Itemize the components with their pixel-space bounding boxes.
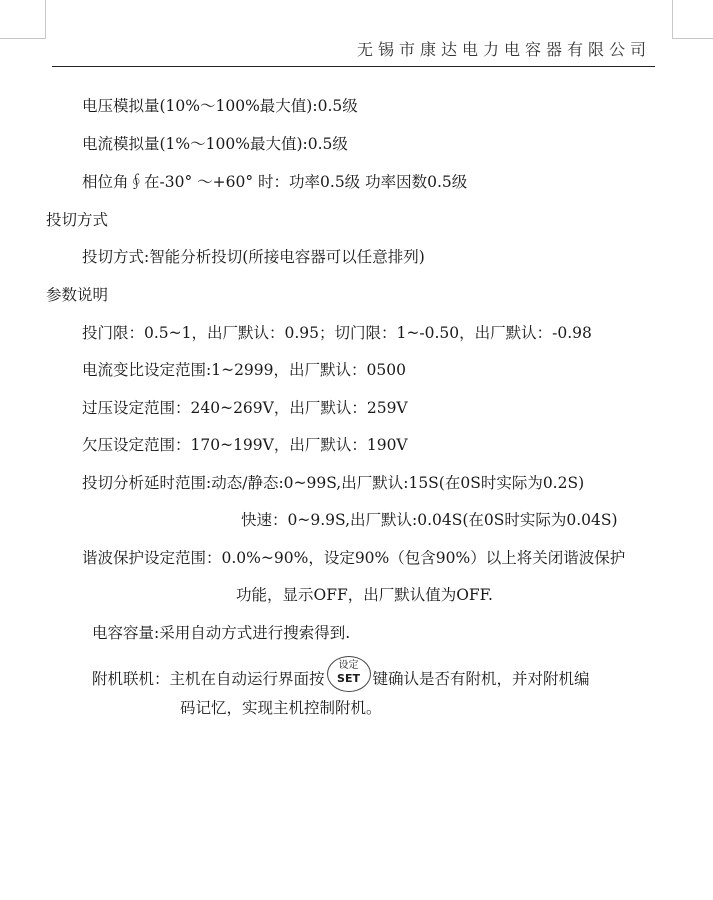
voltage-analog-accuracy: 电压模拟量(10%～100%最大值):0.5级 — [82, 97, 358, 115]
set-key-icon — [327, 656, 371, 692]
aux-unit-linking-part1: 附机联机：主机在自动运行界面按 — [92, 670, 325, 688]
set-key-top-label: 设定 — [338, 660, 359, 671]
switching-mode-text: 投切方式:智能分析投切(所接电容器可以任意排列) — [82, 248, 425, 266]
page-header — [52, 38, 655, 67]
set-key-bottom-label: SET — [337, 672, 360, 685]
fast-delay-range-text: 快速：0~9.9S,出厂默认:0.04S(在0S时实际为0.04S) — [241, 511, 618, 529]
harmonic-protection-range-text: 谐波保护设定范围：0.0%~90%，设定90%（包含90%）以上将关闭谐波保护 — [82, 549, 626, 567]
undervoltage-range-text: 欠压设定范围：170~199V，出厂默认：190V — [82, 436, 408, 454]
switching-delay-range-text: 投切分析延时范围:动态/静态:0~99S,出厂默认:15S(在0S时实际为0.2S) — [82, 474, 585, 492]
overvoltage-range-text: 过压设定范围：240~269V，出厂默认：259V — [82, 399, 408, 417]
current-ratio-range-text: 电流变比设定范围:1~2999，出厂默认：0500 — [82, 361, 406, 379]
aux-unit-linking-part2: 键确认是否有附机，并对附机编 — [372, 670, 590, 688]
capacitor-capacity-text: 电容容量:采用自动方式进行搜索得到. — [92, 624, 351, 642]
section-heading-switching-mode: 投切方式 — [46, 211, 109, 229]
current-analog-accuracy: 电流模拟量(1%～100%最大值):0.5级 — [82, 135, 348, 153]
crop-mark-top-right — [672, 0, 713, 39]
section-heading-parameters: 参数说明 — [46, 286, 109, 304]
company-name: 无锡市康达电力电容器有限公司 — [356, 40, 651, 59]
harmonic-protection-continuation: 功能，显示OFF，出厂默认值为OFF. — [236, 586, 493, 604]
aux-unit-linking-continuation: 码记忆，实现主机控制附机。 — [180, 699, 382, 717]
switch-threshold-text: 投门限：0.5~1，出厂默认：0.95；切门限：1~-0.50，出厂默认：-0.98 — [82, 324, 592, 342]
phase-angle-accuracy: 相位角∮在-30° ～+60° 时：功率0.5级 功率因数0.5级 — [82, 173, 468, 191]
aux-unit-linking-text — [92, 660, 590, 692]
crop-mark-top-left — [0, 0, 46, 39]
